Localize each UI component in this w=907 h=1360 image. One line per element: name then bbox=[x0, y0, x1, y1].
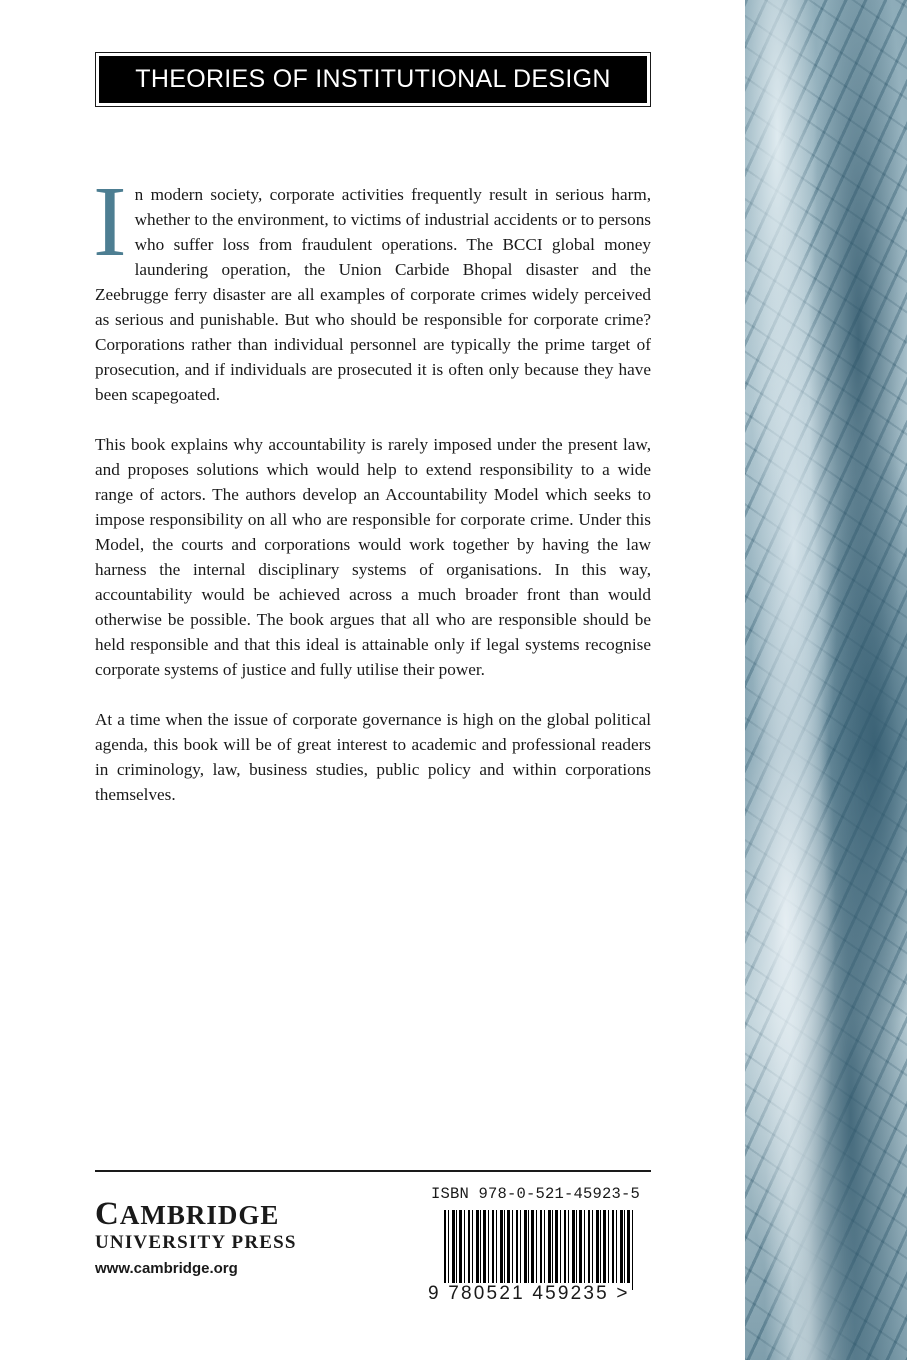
publisher-name-initial: C bbox=[95, 1196, 120, 1232]
blurb-paragraph-1-text: n modern society, corporate activities frequently result in serious harm, whether to the environment, to victims of industrial accidents or to persons who suffer loss from fraudulent operations. The BCCI global money laundering operation, the Union Carbide Bhopal disaster and the Zeebrugge ferry disaster are all examples of corporate crimes widely perceived as serious and punishable. But who should be responsible for corporate crime? Corporations rather than individual personnel are typically the prime target of prosecution, and if individuals are prosecuted it is often only because they have been scapegoated. bbox=[95, 185, 651, 404]
publisher-name-rest: AMBRIDGE bbox=[119, 1200, 280, 1230]
drop-cap: I bbox=[93, 165, 127, 277]
isbn-label: ISBN 978-0-521-45923-5 bbox=[431, 1185, 641, 1203]
blurb-paragraph-3: At a time when the issue of corporate governance is high on the global political agenda, this book will be of great interest to academic and professional readers in criminology, law, business studies, public policy and within corporations themselves. bbox=[95, 710, 651, 804]
publisher-subtitle: UNIVERSITY PRESS bbox=[95, 1232, 297, 1253]
barcode-digits bbox=[428, 1283, 653, 1305]
barcode-bars bbox=[444, 1210, 636, 1290]
series-title: THEORIES OF INSTITUTIONAL DESIGN bbox=[99, 56, 647, 103]
back-cover-blurb bbox=[93, 165, 651, 832]
blurb-paragraph-2: This book explains why accountability is rarely imposed under the present law, and proposes solutions which would help to extend responsibility to a wide range of actors. The authors develop an Accountability Model which seeks to impose responsibility on all who are responsible for corporate crime. Under this Model, the courts and corporations would work together by having the law harness the internal disciplinary systems of organisations. In this way, accountability would be achieved across a much broader front than would otherwise be possible. The book argues that all who are responsible should be held responsible and that this ideal is attainable only if legal systems recognise corporate systems of justice and fully utilise their power. bbox=[95, 435, 651, 679]
barcode-digits-text: 9 780521 459235 > bbox=[428, 1283, 630, 1304]
isbn-barcode bbox=[428, 1185, 653, 1310]
footer-divider bbox=[95, 1170, 651, 1172]
publisher-name bbox=[95, 1197, 297, 1232]
publisher-logo bbox=[95, 1197, 297, 1277]
series-title-box bbox=[95, 52, 651, 107]
publisher-url: www.cambridge.org bbox=[95, 1260, 238, 1277]
spine-marble-texture bbox=[745, 0, 907, 1360]
blurb-paragraph-1 bbox=[93, 165, 651, 407]
